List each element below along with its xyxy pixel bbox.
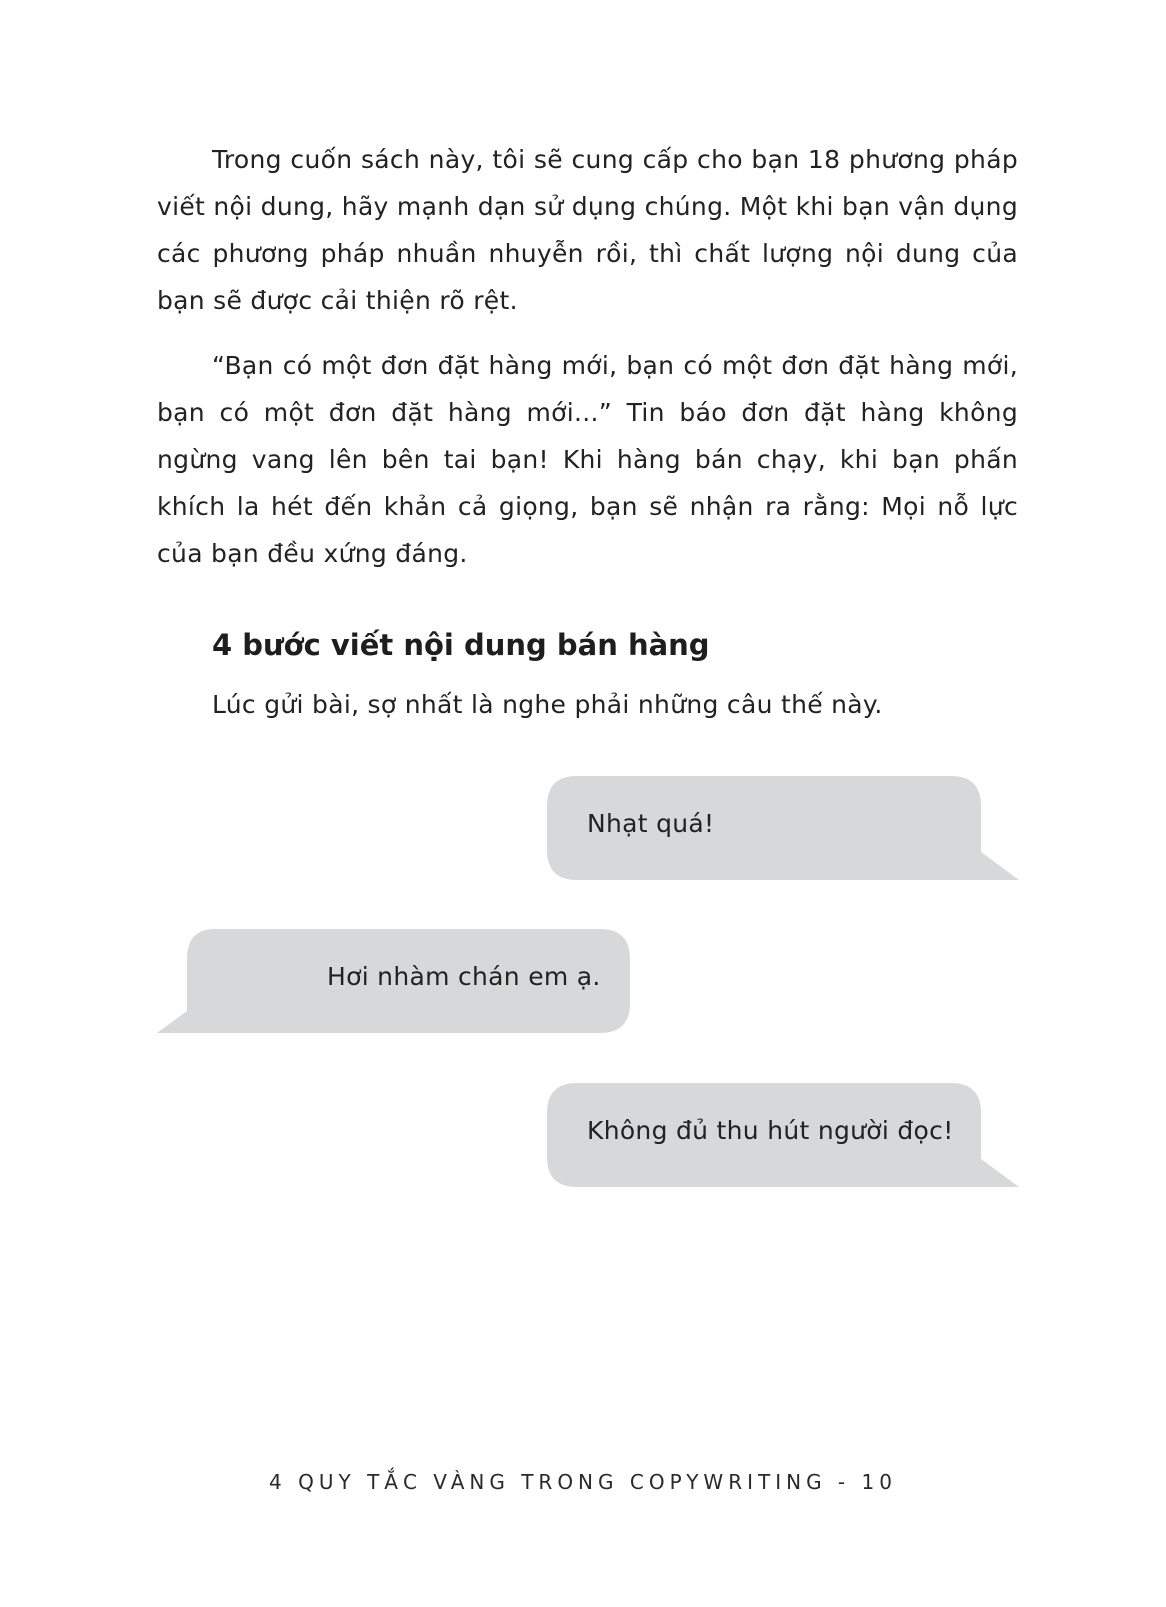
body-paragraph-1: Trong cuốn sách này, tôi sẽ cung cấp cho bạn 18 phương pháp viết nội dung, hãy mạnh dạn sử dụng chúng. Một khi bạn vận dụng các phương pháp nhuần nhuyễn rồi, thì chất lượng nội dung của bạn sẽ được cải thiện rõ rệt. — [157, 145, 1018, 315]
speech-bubble-text: Nhạt quá! — [587, 809, 715, 838]
page-footer: 4 QUY TẮC VÀNG TRONG COPYWRITING - 10 — [269, 1470, 897, 1494]
section-heading: 4 bước viết nội dung bán hàng — [212, 628, 710, 662]
speech-bubble-left — [157, 929, 630, 1035]
speech-bubble-text: Không đủ thu hút người đọc! — [587, 1116, 954, 1145]
speech-bubble-right-1 — [547, 776, 1019, 882]
section-lead-text: Lúc gửi bài, sợ nhất là nghe phải những câu thế này. — [212, 690, 883, 719]
body-paragraph-2: “Bạn có một đơn đặt hàng mới, bạn có một đơn đặt hàng mới, bạn có một đơn đặt hàng mới...” Tin báo đơn đặt hàng không ngừng vang lên bên tai bạn! Khi hàng bán chạy, khi bạn phấn khích la hét đến khản cả giọng, bạn sẽ nhận ra rằng: Mọi nỗ lực của bạn đều xứng đáng. — [157, 351, 1018, 568]
speech-bubble-text: Hơi nhàm chán em ạ. — [327, 962, 601, 991]
speech-bubble-right-2 — [547, 1083, 1019, 1189]
